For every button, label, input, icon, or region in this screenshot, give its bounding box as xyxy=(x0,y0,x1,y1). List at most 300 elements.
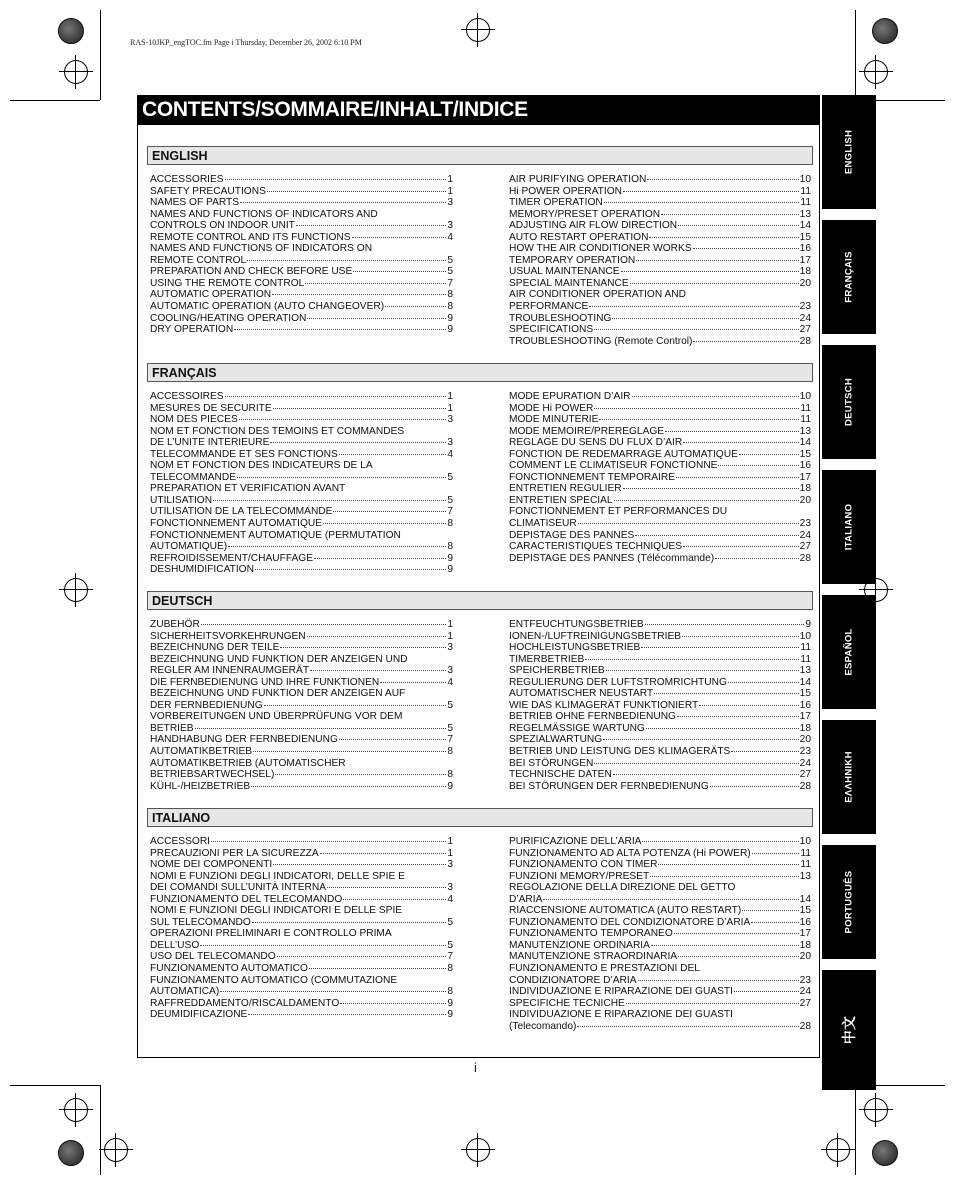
toc-entry[interactable] xyxy=(150,518,453,530)
toc-entry[interactable] xyxy=(150,449,453,461)
toc-entry-title: TELECOMMANDE ET SES FONCTIONS xyxy=(150,448,338,460)
toc-entry[interactable] xyxy=(509,951,811,963)
toc-entry-page: 23 xyxy=(799,301,811,313)
toc-entry[interactable] xyxy=(509,642,811,654)
toc-entry[interactable] xyxy=(150,232,453,244)
toc-entry-page: 11 xyxy=(800,197,811,209)
toc-entry-title: FUNZIONAMENTO DEL TELECOMANDO xyxy=(150,893,343,905)
registration-dot-icon xyxy=(872,18,898,44)
toc-entry[interactable] xyxy=(150,711,453,723)
toc-entry[interactable] xyxy=(150,483,453,495)
dot-leader xyxy=(307,318,446,319)
toc-entry-title: DIE FERNBEDIENUNG UND IHRE FUNKTIONEN xyxy=(150,676,380,688)
dot-leader xyxy=(310,670,446,671)
toc-column-left xyxy=(150,174,453,336)
toc-entry[interactable] xyxy=(509,336,811,348)
toc-entry[interactable] xyxy=(509,769,811,781)
toc-entry-title: BEZEICHNUNG UND FUNKTION DER ANZEIGEN UND xyxy=(150,653,408,665)
toc-entry[interactable] xyxy=(150,460,453,472)
toc-entry[interactable] xyxy=(150,998,453,1010)
toc-entry[interactable] xyxy=(509,905,811,917)
dot-leader xyxy=(273,864,446,865)
dot-leader xyxy=(604,202,800,203)
toc-entry[interactable] xyxy=(509,324,811,336)
toc-entry[interactable] xyxy=(150,313,453,325)
toc-entry[interactable] xyxy=(150,746,453,758)
toc-entry[interactable] xyxy=(150,324,453,336)
crop-mark xyxy=(855,1085,856,1175)
dot-leader xyxy=(678,225,799,226)
toc-entry-page: 9 xyxy=(447,324,453,336)
dot-leader xyxy=(323,523,446,524)
toc-entry[interactable] xyxy=(150,677,453,689)
dot-leader xyxy=(632,396,799,397)
toc-column-right xyxy=(509,391,811,564)
toc-entry[interactable] xyxy=(150,301,453,313)
toc-entry[interactable] xyxy=(509,1021,811,1033)
toc-entry[interactable] xyxy=(509,313,811,325)
toc-entry-page: 4 xyxy=(447,231,453,243)
toc-entry-title: MEMORY/PRESET OPERATION xyxy=(509,208,661,220)
dot-leader xyxy=(623,191,799,192)
toc-entry[interactable] xyxy=(509,894,811,906)
toc-entry[interactable] xyxy=(150,541,453,553)
tab-portugues[interactable] xyxy=(822,845,876,959)
toc-column-right xyxy=(509,619,811,792)
toc-entry-title: AUTOMATIC OPERATION xyxy=(150,289,272,301)
toc-entry[interactable] xyxy=(509,688,811,700)
toc-entry-title: CONDIZIONATORE D’ARIA xyxy=(509,974,637,986)
toc-entry[interactable] xyxy=(509,243,811,255)
toc-entry[interactable] xyxy=(509,391,811,403)
toc-entry-page: 11 xyxy=(800,414,811,426)
toc-entry[interactable] xyxy=(150,758,453,770)
tab-label: ITALIANO xyxy=(843,503,855,551)
toc-entry-title: AUTOMATIQUE) xyxy=(150,541,228,553)
toc-entry[interactable] xyxy=(509,665,811,677)
toc-entry-title: CARACTERISTIQUES TECHNIQUES xyxy=(509,541,683,553)
toc-entry-title: ACCESSORIES xyxy=(150,174,224,185)
toc-entry[interactable] xyxy=(150,197,453,209)
toc-entry[interactable] xyxy=(509,289,811,301)
toc-entry[interactable] xyxy=(150,553,453,565)
toc-entry-title: IONEN-/LUFTREINIGUNGSBETRIEB xyxy=(509,630,682,642)
dot-leader xyxy=(731,751,798,752)
toc-entry[interactable] xyxy=(509,414,811,426)
toc-entry-page: 3 xyxy=(447,859,453,871)
toc-entry[interactable] xyxy=(150,871,453,883)
toc-entry[interactable] xyxy=(150,506,453,518)
toc-entry-title: AIR CONDITIONER OPERATION AND xyxy=(509,289,686,301)
toc-entry[interactable] xyxy=(150,986,453,998)
toc-entry[interactable] xyxy=(150,220,453,232)
toc-entry-page: 8 xyxy=(447,541,453,553)
toc-entry-title: AUTO RESTART OPERATION xyxy=(509,231,649,243)
toc-entry-title: REGLAGE DU SENS DU FLUX D’AIR xyxy=(509,437,683,449)
toc-entry-page: 11 xyxy=(800,402,811,414)
toc-entry-title: PERFORMANCE xyxy=(509,301,589,313)
dot-leader xyxy=(626,1003,799,1004)
toc-entry[interactable] xyxy=(150,951,453,963)
dot-leader xyxy=(699,705,798,706)
toc-entry[interactable] xyxy=(150,472,453,484)
toc-entry-page: 13 xyxy=(799,870,811,882)
dot-leader xyxy=(654,693,799,694)
dot-leader xyxy=(752,853,800,854)
toc-entry-title: TROUBLESHOOTING xyxy=(509,312,612,324)
toc-entry[interactable] xyxy=(509,518,811,530)
toc-entry-title: BETRIEBSARTWECHSEL) xyxy=(150,769,275,781)
section-francais xyxy=(147,363,813,576)
toc-entry-title: VORBEREITUNGEN UND ÜBERPRÜFUNG VOR DEM xyxy=(150,711,403,723)
toc-entry[interactable] xyxy=(509,460,811,472)
toc-entry[interactable] xyxy=(150,495,453,507)
toc-entry-title: TELECOMMANDE xyxy=(150,471,237,483)
dot-leader xyxy=(577,1026,798,1027)
dot-leader xyxy=(333,511,446,512)
toc-entry[interactable] xyxy=(150,174,453,186)
toc-entry-page: 5 xyxy=(447,916,453,928)
dot-leader xyxy=(234,329,446,330)
dot-leader xyxy=(665,431,799,432)
toc-entry-page: 17 xyxy=(799,471,811,483)
toc-entry-title: USUAL MAINTENANCE xyxy=(509,266,620,278)
toc-entry[interactable] xyxy=(509,483,811,495)
toc-entry[interactable] xyxy=(509,758,811,770)
toc-entry-page: 9 xyxy=(447,564,453,576)
toc-entry[interactable] xyxy=(150,426,453,438)
toc-entry-page: 8 xyxy=(447,289,453,301)
toc-entry-title: TIMER OPERATION xyxy=(509,197,603,209)
toc-entry-page: 8 xyxy=(447,769,453,781)
toc-entry[interactable] xyxy=(509,174,811,186)
dot-leader xyxy=(715,558,799,559)
toc-entry[interactable] xyxy=(509,278,811,290)
toc-entry-page: 11 xyxy=(800,859,811,871)
toc-entry[interactable] xyxy=(150,437,453,449)
toc-entry[interactable] xyxy=(509,220,811,232)
toc-entry-page: 3 xyxy=(447,437,453,449)
toc-entry-page: 20 xyxy=(799,277,811,289)
toc-entry-title: Hi POWER OPERATION xyxy=(509,185,623,197)
toc-entry-title: PRECAUZIONI PER LA SICUREZZA xyxy=(150,847,319,859)
toc-entry-title: D’ARIA xyxy=(509,893,543,905)
toc-entry-title: (Telecomando) xyxy=(509,1020,577,1032)
tab-francais[interactable] xyxy=(822,220,876,334)
toc-entry[interactable] xyxy=(509,986,811,998)
dot-leader xyxy=(585,659,799,660)
toc-entry[interactable] xyxy=(509,677,811,689)
toc-entry-page: 9 xyxy=(447,1009,453,1021)
toc-entry[interactable] xyxy=(150,734,453,746)
dot-leader xyxy=(647,179,798,180)
toc-entry[interactable] xyxy=(509,700,811,712)
dot-leader xyxy=(751,922,798,923)
toc-entry-title: DE L’UNITE INTERIEURE xyxy=(150,437,270,449)
toc-entry[interactable] xyxy=(150,859,453,871)
tab-label: DEUTSCH xyxy=(843,377,855,427)
toc-entry-title: FUNZIONAMENTO AD ALTA POTENZA (Hi POWER) xyxy=(509,847,751,859)
dot-leader xyxy=(678,956,799,957)
toc-entry[interactable] xyxy=(150,289,453,301)
dot-leader xyxy=(251,786,446,787)
toc-entry-title: AUTOMATIKBETRIEB xyxy=(150,746,253,758)
toc-entry-title: NOM ET FONCTION DES TEMOINS ET COMMANDES xyxy=(150,425,405,437)
toc-entry[interactable] xyxy=(150,619,453,631)
toc-entry-title: REGLER AM INNENRAUMGERÄT xyxy=(150,665,310,677)
toc-entry-title: NOMI E FUNZIONI DEGLI INDICATORI, DELLE SPIE E xyxy=(150,870,405,882)
toc-entry-page: 16 xyxy=(799,699,811,711)
section-heading: ENGLISH xyxy=(147,146,813,165)
dot-leader xyxy=(309,968,446,969)
toc-entry[interactable] xyxy=(150,848,453,860)
toc-entry[interactable] xyxy=(509,871,811,883)
tab-deutsch[interactable] xyxy=(822,345,876,459)
toc-entry-title: INDIVIDUAZIONE E RIPARAZIONE DEI GUASTI xyxy=(509,1009,733,1021)
toc-entry[interactable] xyxy=(150,243,453,255)
toc-entry-page: 7 xyxy=(447,277,453,289)
tab-espanol[interactable] xyxy=(822,595,876,709)
dot-leader xyxy=(642,841,798,842)
dot-leader xyxy=(594,329,799,330)
toc-entry[interactable] xyxy=(509,859,811,871)
registration-dot-icon xyxy=(58,1140,84,1166)
toc-entry-page: 7 xyxy=(447,951,453,963)
toc-entry[interactable] xyxy=(150,403,453,415)
toc-entry-title: FUNZIONAMENTO TEMPORANEO xyxy=(509,928,673,940)
toc-entry[interactable] xyxy=(150,186,453,198)
toc-entry-title: PURIFICAZIONE DELL’ARIA xyxy=(509,836,642,847)
dot-leader xyxy=(213,500,446,501)
toc-entry[interactable] xyxy=(150,975,453,987)
dot-leader xyxy=(237,477,446,478)
toc-entry[interactable] xyxy=(509,426,811,438)
dot-leader xyxy=(339,454,447,455)
toc-entry[interactable] xyxy=(150,654,453,666)
toc-entry-page: 11 xyxy=(800,847,811,859)
toc-entry[interactable] xyxy=(509,437,811,449)
toc-entry-title: BEI STÖRUNGEN DER FERNBEDIENUNG xyxy=(509,780,709,792)
toc-entry[interactable] xyxy=(150,278,453,290)
toc-entry[interactable] xyxy=(150,391,453,403)
dot-leader xyxy=(734,991,799,992)
toc-entry-page: 16 xyxy=(799,243,811,255)
toc-entry-page: 1 xyxy=(447,836,453,847)
toc-entry[interactable] xyxy=(150,530,453,542)
dot-leader xyxy=(683,546,799,547)
toc-entry-title: DEUMIDIFICAZIONE xyxy=(150,1009,248,1021)
toc-entry[interactable] xyxy=(150,688,453,700)
section-deutsch xyxy=(147,591,813,792)
toc-entry-title: COMMENT LE CLIMATISEUR FONCTIONNE xyxy=(509,460,718,472)
toc-entry-title: SPECIFICHE TECNICHE xyxy=(509,997,625,1009)
toc-entry-title: NAMES AND FUNCTIONS OF INDICATORS ON xyxy=(150,243,373,255)
toc-entry[interactable] xyxy=(509,209,811,221)
dot-leader xyxy=(277,956,447,957)
toc-entry-title: AUTOMATIKBETRIEB (AUTOMATISCHER xyxy=(150,757,346,769)
toc-entry-page: 8 xyxy=(447,518,453,530)
toc-entry-page: 8 xyxy=(447,301,453,313)
toc-entry[interactable] xyxy=(509,553,811,565)
toc-entry-title: ZUBEHÖR xyxy=(150,619,200,630)
section-italiano xyxy=(147,808,813,1032)
toc-entry[interactable] xyxy=(150,723,453,735)
toc-entry[interactable] xyxy=(509,882,811,894)
toc-entry-title: FONCTION DE REDEMARRAGE AUTOMATIQUE xyxy=(509,448,738,460)
toc-entry[interactable] xyxy=(509,449,811,461)
toc-entry-page: 11 xyxy=(800,185,811,197)
toc-entry-page: 5 xyxy=(447,471,453,483)
dot-leader xyxy=(248,1014,446,1015)
toc-entry-title: REFROIDISSEMENT/CHAUFFAGE xyxy=(150,552,314,564)
toc-entry[interactable] xyxy=(509,781,811,793)
toc-entry-page: 13 xyxy=(799,208,811,220)
toc-entry-page: 15 xyxy=(799,688,811,700)
toc-entry[interactable] xyxy=(509,186,811,198)
dot-leader xyxy=(649,237,798,238)
toc-entry[interactable] xyxy=(150,836,453,848)
tab-english[interactable] xyxy=(822,95,876,209)
toc-entry-title: MODE MEMOIRE/PREREGLAGE xyxy=(509,425,665,437)
toc-entry-title: MODE EPURATION D’AIR xyxy=(509,391,631,402)
toc-entry-page: 23 xyxy=(799,974,811,986)
dot-leader xyxy=(646,728,799,729)
toc-entry-title: SPEICHERBETRIEB xyxy=(509,665,605,677)
section-heading: FRANÇAIS xyxy=(147,363,813,382)
toc-entry-page: 24 xyxy=(799,312,811,324)
toc-entry[interactable] xyxy=(509,734,811,746)
toc-entry-page: 23 xyxy=(799,518,811,530)
toc-entry[interactable] xyxy=(150,769,453,781)
toc-entry[interactable] xyxy=(509,746,811,758)
toc-entry[interactable] xyxy=(509,928,811,940)
tab-italiano[interactable] xyxy=(822,470,876,584)
dot-leader xyxy=(599,419,799,420)
toc-entry[interactable] xyxy=(509,301,811,313)
dot-leader xyxy=(612,318,798,319)
dot-leader xyxy=(255,569,446,570)
toc-entry[interactable] xyxy=(150,781,453,793)
toc-entry[interactable] xyxy=(509,472,811,484)
toc-entry-title: BEI STÖRUNGEN xyxy=(509,757,594,769)
toc-entry-page: 3 xyxy=(447,882,453,894)
toc-entry[interactable] xyxy=(509,963,811,975)
toc-entry-page: 24 xyxy=(799,529,811,541)
toc-entry-page: 11 xyxy=(800,642,811,654)
toc-entry-page: 27 xyxy=(799,769,811,781)
dot-leader xyxy=(578,523,799,524)
toc-entry[interactable] xyxy=(150,631,453,643)
toc-entry-title: KÜHL-/HEIZBETRIEB xyxy=(150,780,251,792)
toc-entry[interactable] xyxy=(150,905,453,917)
dot-leader xyxy=(621,271,799,272)
toc-entry-page: 14 xyxy=(799,220,811,232)
registration-target-icon xyxy=(864,60,888,84)
tab-chinese[interactable] xyxy=(822,970,876,1090)
toc-entry[interactable] xyxy=(509,654,811,666)
toc-entry[interactable] xyxy=(150,963,453,975)
toc-entry[interactable] xyxy=(509,917,811,929)
toc-entry[interactable] xyxy=(150,414,453,426)
toc-entry[interactable] xyxy=(150,209,453,221)
dot-leader xyxy=(677,716,799,717)
toc-entry-title: FONCTIONNEMENT AUTOMATIQUE (PERMUTATION xyxy=(150,529,401,541)
toc-entry[interactable] xyxy=(509,998,811,1010)
registration-target-icon xyxy=(64,60,88,84)
toc-entry[interactable] xyxy=(150,928,453,940)
toc-entry[interactable] xyxy=(509,197,811,209)
toc-entry-title: SICHERHEITSVORKEHRUNGEN xyxy=(150,630,306,642)
toc-entry[interactable] xyxy=(509,506,811,518)
toc-entry[interactable] xyxy=(150,1009,453,1021)
toc-entry[interactable] xyxy=(509,1009,811,1021)
toc-entry[interactable] xyxy=(509,232,811,244)
toc-entry[interactable] xyxy=(509,541,811,553)
toc-entry[interactable] xyxy=(509,403,811,415)
toc-entry[interactable] xyxy=(509,619,811,631)
toc-entry[interactable] xyxy=(509,836,811,848)
toc-entry[interactable] xyxy=(509,975,811,987)
toc-entry-page: 5 xyxy=(447,494,453,506)
toc-entry-title: DEPISTAGE DES PANNES xyxy=(509,529,635,541)
dot-leader xyxy=(674,933,799,934)
toc-entry-page: 10 xyxy=(799,174,811,185)
toc-entry-title: SPECIFICATIONS xyxy=(509,324,594,336)
toc-entry[interactable] xyxy=(509,848,811,860)
toc-entry-title: BEZEICHNUNG DER TEILE xyxy=(150,642,280,654)
toc-entry[interactable] xyxy=(150,894,453,906)
toc-entry[interactable] xyxy=(150,917,453,929)
dot-leader xyxy=(305,283,446,284)
toc-entry[interactable] xyxy=(509,711,811,723)
toc-entry-page: 7 xyxy=(447,506,453,518)
toc-entry[interactable] xyxy=(150,564,453,576)
toc-entry[interactable] xyxy=(150,266,453,278)
tab-greek[interactable] xyxy=(822,720,876,834)
toc-entry[interactable] xyxy=(150,882,453,894)
toc-entry-title: REMOTE CONTROL xyxy=(150,254,247,266)
toc-entry-page: 7 xyxy=(447,734,453,746)
toc-entry[interactable] xyxy=(150,255,453,267)
toc-entry[interactable] xyxy=(509,495,811,507)
toc-column-left xyxy=(150,391,453,576)
toc-entry[interactable] xyxy=(150,700,453,712)
toc-entry-title: FUNZIONAMENTO DEL CONDIZIONATORE D’ARIA xyxy=(509,916,751,928)
toc-entry-page: 1 xyxy=(447,847,453,859)
toc-entry-page: 23 xyxy=(799,746,811,758)
toc-entry[interactable] xyxy=(509,530,811,542)
toc-entry[interactable] xyxy=(509,266,811,278)
dot-leader xyxy=(613,774,799,775)
toc-entry[interactable] xyxy=(509,940,811,952)
toc-entry-page: 1 xyxy=(447,174,453,185)
toc-entry-title: ENTRETIEN SPECIAL xyxy=(509,494,613,506)
registration-target-icon xyxy=(466,1138,490,1162)
toc-entry[interactable] xyxy=(150,642,453,654)
toc-entry[interactable] xyxy=(509,631,811,643)
toc-entry[interactable] xyxy=(509,255,811,267)
toc-entry[interactable] xyxy=(150,940,453,952)
dot-leader xyxy=(275,774,446,775)
toc-entry[interactable] xyxy=(509,723,811,735)
toc-entry[interactable] xyxy=(150,665,453,677)
dot-leader xyxy=(307,636,447,637)
dot-leader xyxy=(200,945,446,946)
toc-entry-title: USING THE REMOTE CONTROL xyxy=(150,277,305,289)
dot-leader xyxy=(676,477,799,478)
toc-entry-page: 8 xyxy=(447,746,453,758)
toc-entry-title: FUNZIONAMENTO E PRESTAZIONI DEL xyxy=(509,963,700,975)
